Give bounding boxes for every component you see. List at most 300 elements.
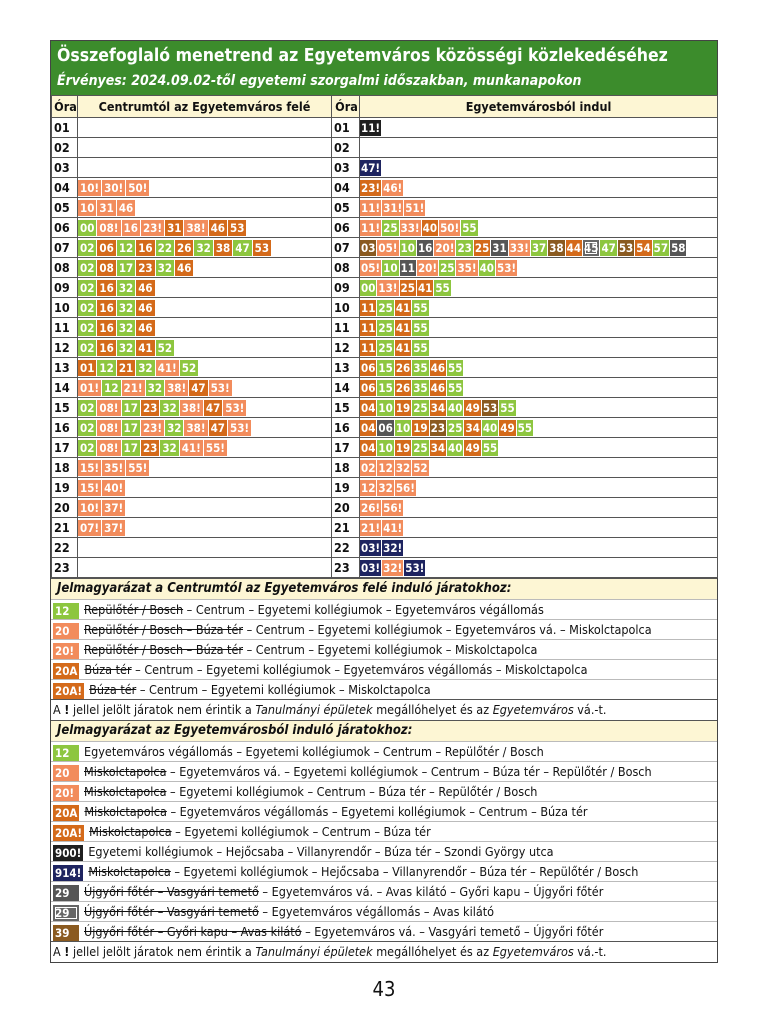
departure-chip: 16: [138, 240, 153, 255]
hour-row: [52, 278, 718, 298]
line-badge: 29: [53, 905, 79, 921]
departure-chip: 10: [378, 400, 393, 415]
inbound-departures: [78, 298, 332, 318]
hour-row: [52, 358, 718, 378]
departure-chip: 00: [80, 220, 95, 235]
hour-label: 08: [52, 258, 78, 278]
line-badge: 20!: [53, 785, 79, 801]
hour-label: 05: [52, 198, 78, 218]
hour-label: 13: [332, 358, 360, 378]
skipped-stops: Miskolctapolca: [84, 784, 167, 799]
departure-chip: 41: [417, 280, 433, 295]
inbound-departures: [78, 418, 332, 438]
departure-chip: 40: [479, 260, 494, 275]
departure-chip: 35!: [457, 260, 477, 275]
departure-chip: 02: [80, 300, 95, 315]
route-stops: – Egyetemváros végállomás – Egyetemi kollégiumok – Centrum – Búza tér: [166, 804, 588, 819]
departure-chip: 21!: [123, 380, 143, 395]
skipped-stops: Miskolctapolca: [88, 864, 171, 879]
departure-chip: 50!: [440, 220, 460, 235]
route-stops: – Centrum – Egyetemi kollégiumok – Egyetemváros vá. – Miskolctapolca: [243, 622, 652, 637]
inbound-departures: [78, 318, 332, 338]
departure-chip: 26!: [361, 500, 381, 515]
departure-chip: 55: [435, 280, 450, 295]
departure-chip: 56!: [383, 500, 403, 515]
departure-chip: 10: [395, 420, 411, 435]
departure-chip: 11: [361, 300, 376, 315]
departure-chip: 34: [430, 400, 446, 415]
hour-row: [52, 458, 718, 478]
departure-chip: 40: [448, 440, 463, 455]
skipped-stops: Újgyőri főtér – Vasgyári temető: [84, 904, 259, 919]
inbound-departures: [78, 238, 332, 258]
departure-chip: 32: [147, 380, 163, 395]
legend-row: [51, 861, 717, 881]
outbound-departures: [360, 398, 718, 418]
departure-chip: 31: [167, 220, 182, 235]
departure-chip: 11: [361, 320, 376, 335]
departure-chip: 35: [413, 360, 428, 375]
outbound-departures: [360, 338, 718, 358]
skipped-stops: Repülőtér / Bosch – Búza tér: [84, 622, 244, 637]
departure-chip: 45: [584, 240, 599, 255]
page-title: Összefoglaló menetrend az Egyetemváros közösségi közlekedéséhez: [57, 46, 668, 66]
departure-chip: 53!: [210, 380, 230, 395]
inbound-departures: [78, 518, 332, 538]
hour-row: [52, 178, 718, 198]
legend-row: [51, 901, 717, 921]
hour-label: 11: [332, 318, 360, 338]
departure-chip: 47: [191, 380, 206, 395]
hour-label: 22: [332, 538, 360, 558]
legend-inbound: [51, 578, 717, 720]
legend-row: [51, 659, 717, 679]
departure-chip: 23: [138, 260, 153, 275]
departure-chip: 32: [167, 420, 182, 435]
departure-chip: 13!: [378, 280, 398, 295]
departure-chip: 03!: [361, 560, 381, 575]
hour-label: 04: [332, 178, 360, 198]
departure-chip: 11!: [361, 200, 381, 215]
departure-chip: 35!: [104, 460, 124, 475]
hour-label: 10: [52, 298, 78, 318]
hour-row: [52, 198, 718, 218]
departure-chip: 01!: [80, 380, 100, 395]
departure-chip: 38!: [186, 420, 206, 435]
hour-label: 22: [52, 538, 78, 558]
route-stops: – Egyetemváros vá. – Egyetemi kollégiumok – Centrum – Búza tér – Repülőtér / Bosch: [166, 764, 652, 779]
departure-chip: 53: [254, 240, 270, 255]
departure-chip: 53!: [405, 560, 425, 575]
note-text: megállóhelyet és az: [372, 944, 493, 959]
departure-chip: 25: [378, 340, 393, 355]
departure-chip: 55: [413, 320, 428, 335]
skipped-stops: Miskolctapolca: [89, 824, 172, 839]
departure-chip: 55: [462, 220, 477, 235]
departure-chip: 32: [118, 300, 134, 315]
departure-chip: 22: [157, 240, 173, 255]
departure-chip: 52: [413, 460, 428, 475]
departure-chip: 08: [99, 260, 114, 275]
departure-chip: 11!: [361, 220, 381, 235]
departure-chip: 55: [448, 380, 463, 395]
legend-row: [51, 679, 717, 699]
departure-chip: 10: [80, 200, 95, 215]
outbound-departures: [360, 318, 718, 338]
hour-label: 16: [332, 418, 360, 438]
departure-chip: 11: [361, 340, 376, 355]
outbound-departures: [360, 458, 718, 478]
hour-row: [52, 238, 718, 258]
hour-label: 14: [52, 378, 78, 398]
departure-chip: 16: [99, 320, 114, 335]
departure-chip: 08!: [99, 400, 119, 415]
hour-row: [52, 158, 718, 178]
hour-label: 10: [332, 298, 360, 318]
departure-chip: 02: [361, 460, 376, 475]
note-text: jellel jelölt járatok nem érintik a: [69, 944, 256, 959]
outbound-departures: [360, 478, 718, 498]
departure-chip: 38!: [167, 380, 187, 395]
hour-label: 23: [52, 558, 78, 578]
departure-chip: 41: [395, 320, 411, 335]
departure-chip: 47: [601, 240, 616, 255]
departure-chip: 21: [118, 360, 134, 375]
outbound-departures: [360, 178, 718, 198]
departure-chip: 25: [378, 320, 393, 335]
inbound-departures: [78, 118, 332, 138]
inbound-departures: [78, 398, 332, 418]
inbound-departures: [78, 278, 332, 298]
outbound-departures: [360, 298, 718, 318]
route-stops: – Egyetemi kollégiumok – Hejőcsaba – Villanyrendőr – Búza tér – Repülőtér / Bosch: [170, 864, 639, 879]
hour-row: [52, 378, 718, 398]
note-text: megállóhelyet és az: [372, 702, 493, 717]
hour-label: 03: [52, 158, 78, 178]
departure-chip: 55: [517, 420, 533, 435]
departure-chip: 16: [99, 300, 114, 315]
outbound-departures: [360, 358, 718, 378]
hour-label: 04: [52, 178, 78, 198]
hour-label: 17: [332, 438, 360, 458]
departure-chip: 16: [123, 220, 138, 235]
hour-label: 20: [52, 498, 78, 518]
legend-outbound-items: [51, 741, 717, 941]
hour-label: 01: [52, 118, 78, 138]
hour-label: 21: [332, 518, 360, 538]
departure-chip: 25: [400, 280, 415, 295]
legend-row: [51, 881, 717, 901]
departure-chip: 10!: [80, 500, 100, 515]
departure-chip: 17: [123, 440, 138, 455]
note-text: vá.-t.: [573, 702, 607, 717]
departure-chip: 11: [400, 260, 415, 275]
departure-chip: 15: [378, 380, 393, 395]
note-mark: !: [64, 944, 70, 959]
hour-label: 09: [52, 278, 78, 298]
legend-row: [51, 821, 717, 841]
departure-chip: 55!: [205, 440, 225, 455]
departure-chip: 46: [430, 360, 446, 375]
outbound-departures: [360, 418, 718, 438]
departure-chip: 55: [500, 400, 515, 415]
departure-chip: 25: [474, 240, 490, 255]
departure-chip: 38: [549, 240, 564, 255]
hour-label: 16: [52, 418, 78, 438]
departure-chip: 02: [80, 420, 95, 435]
outbound-column-header: Egyetemvárosból indul: [360, 96, 718, 118]
inbound-departures: [78, 538, 332, 558]
route-stops: Egyetemi kollégiumok – Hejőcsaba – Villanyrendőr – Búza tér – Szondi György utca: [88, 844, 554, 859]
departure-chip: 03: [361, 240, 376, 255]
hour-label: 05: [332, 198, 360, 218]
inbound-departures: [78, 258, 332, 278]
route-stops: – Egyetemi kollégiumok – Centrum – Búza tér: [171, 824, 431, 839]
hour-label: 12: [332, 338, 360, 358]
inbound-departures: [78, 178, 332, 198]
departure-chip: 46!: [383, 180, 403, 195]
line-badge: 20: [53, 623, 79, 639]
departure-chip: 55: [413, 340, 428, 355]
line-badge: 20: [53, 765, 79, 781]
departure-chip: 05!: [361, 260, 381, 275]
departure-chip: 40: [422, 220, 438, 235]
validity-subtitle: Érvényes: 2024.09.02-től egyetemi szorgalmi időszakban, munkanapokon: [57, 73, 582, 89]
departure-chip: 32: [118, 320, 134, 335]
departure-chip: 16: [417, 240, 433, 255]
line-badge: 12: [53, 603, 79, 619]
departure-chip: 23!: [142, 220, 163, 235]
hour-label: 14: [332, 378, 360, 398]
outbound-departures: [360, 518, 718, 538]
note-text: vá.-t.: [573, 944, 607, 959]
departure-chip: 25: [413, 400, 428, 415]
hour-row: [52, 138, 718, 158]
hour-label: 18: [332, 458, 360, 478]
departure-chip: 52: [181, 360, 197, 375]
hour-label: 06: [52, 218, 78, 238]
departure-chip: 53: [230, 220, 245, 235]
legend-row: [51, 921, 717, 941]
timetable-header-row: [52, 96, 718, 118]
departure-chip: 12: [118, 240, 134, 255]
departure-chip: 35: [413, 380, 428, 395]
departure-chip: 32: [196, 240, 211, 255]
departure-chip: 38: [215, 240, 231, 255]
departure-chip: 34: [430, 440, 446, 455]
hour-label: 11: [52, 318, 78, 338]
legend-row: [51, 741, 717, 761]
departure-chip: 25: [413, 440, 428, 455]
departure-chip: 19: [413, 420, 428, 435]
line-badge: 20A!: [55, 825, 83, 840]
departure-chip: 55: [413, 300, 428, 315]
hour-label: 03: [332, 158, 360, 178]
hour-row: [52, 338, 718, 358]
page-number: 43: [372, 977, 396, 1001]
departure-chip: 26: [395, 360, 411, 375]
route-stops: – Centrum – Egyetemi kollégiumok – Miskolctapolca: [136, 682, 431, 697]
inbound-departures: [78, 438, 332, 458]
legend-row: [51, 841, 717, 861]
departure-chip: 26: [177, 240, 192, 255]
departure-chip: 01: [80, 360, 95, 375]
legend-inbound-items: [51, 599, 717, 699]
departure-chip: 19: [395, 440, 411, 455]
departure-chip: 06: [99, 240, 114, 255]
departure-chip: 41!: [157, 360, 177, 375]
hour-label: 07: [332, 238, 360, 258]
departure-chip: 46: [430, 380, 446, 395]
route-stops: – Centrum – Egyetemi kollégiumok – Egyetemváros végállomás – Miskolctapolca: [131, 662, 588, 677]
departure-chip: 19: [395, 400, 411, 415]
departure-chip: 32!: [383, 540, 403, 555]
departure-chip: 08!: [99, 440, 119, 455]
hour-row: [52, 118, 718, 138]
hour-row: [52, 438, 718, 458]
departure-chip: 46: [138, 320, 153, 335]
departure-chip: 47: [210, 420, 225, 435]
skipped-stops: Miskolctapolca: [84, 764, 167, 779]
departure-chip: 51!: [405, 200, 425, 215]
route-stops: – Egyetemváros vá. – Vasgyári temető – Újgyőri főtér: [301, 924, 604, 939]
skipped-stops: Újgyőri főtér – Győri kapu – Avas kilátó: [84, 924, 302, 939]
route-stops: – Centrum – Egyetemi kollégiumok – Miskolctapolca: [243, 642, 538, 657]
inbound-departures: [78, 478, 332, 498]
departure-chip: 33!: [400, 220, 420, 235]
note-stop: Tanulmányi épületek: [255, 944, 373, 959]
hour-label: 01: [332, 118, 360, 138]
departure-chip: 30!: [104, 180, 124, 195]
departure-chip: 11!: [361, 120, 381, 135]
hour-row: [52, 298, 718, 318]
inbound-departures: [78, 558, 332, 578]
departure-chip: 04: [361, 400, 376, 415]
departure-chip: 46: [118, 200, 134, 215]
departure-chip: 26: [395, 380, 411, 395]
hour-row: [52, 418, 718, 438]
outbound-departures: [360, 498, 718, 518]
departure-chip: 53!: [225, 400, 245, 415]
departure-chip: 07!: [80, 520, 100, 535]
departure-chip: 58: [671, 240, 686, 255]
skipped-stops: Búza tér: [84, 662, 132, 677]
departure-chip: 08!: [99, 420, 119, 435]
departure-chip: 15: [378, 360, 393, 375]
departure-chip: 49: [465, 440, 480, 455]
timetable-header: [51, 41, 717, 95]
hour-row: [52, 518, 718, 538]
note-stop: Tanulmányi épületek: [255, 702, 373, 717]
hour-label: 12: [52, 338, 78, 358]
departure-chip: 02: [80, 400, 95, 415]
hour-row: [52, 498, 718, 518]
departure-chip: 46: [210, 220, 225, 235]
hour-row: [52, 218, 718, 238]
route-stops: – Egyetemi kollégiumok – Centrum – Búza tér – Repülőtér / Bosch: [166, 784, 538, 799]
departure-chip: 38!: [181, 400, 201, 415]
route-stops: – Egyetemváros végállomás – Avas kilátó: [258, 904, 494, 919]
departure-chip: 21!: [361, 520, 381, 535]
departure-chip: 23!: [361, 180, 381, 195]
departure-chip: 04: [361, 440, 376, 455]
departure-chip: 38!: [186, 220, 206, 235]
departure-chip: 37!: [104, 500, 124, 515]
legend-row: [51, 801, 717, 821]
departure-chip: 57: [653, 240, 669, 255]
legend-outbound: [51, 720, 717, 962]
departure-chip: 16: [99, 340, 114, 355]
hour-label: 13: [52, 358, 78, 378]
departure-chip: 52: [157, 340, 173, 355]
hour-label: 15: [52, 398, 78, 418]
departure-chip: 56!: [395, 480, 415, 495]
departure-chip: 49: [465, 400, 480, 415]
departure-chip: 31: [99, 200, 114, 215]
hour-label: 17: [52, 438, 78, 458]
route-stops: – Egyetemváros vá. – Avas kilátó – Győri kapu – Újgyőri főtér: [258, 884, 604, 899]
outbound-departures: [360, 258, 718, 278]
departure-chip: 23: [142, 400, 158, 415]
inbound-departures: [78, 338, 332, 358]
departure-chip: 23: [142, 440, 158, 455]
departure-chip: 46: [138, 280, 153, 295]
departure-chip: 12: [104, 380, 119, 395]
departure-chip: 32: [118, 340, 134, 355]
outbound-departures: [360, 238, 718, 258]
departure-chip: 15!: [80, 460, 100, 475]
departure-chip: 08!: [99, 220, 119, 235]
departure-chip: 12: [378, 460, 393, 475]
departure-chip: 46: [138, 300, 153, 315]
departure-chip: 32: [118, 280, 134, 295]
departure-chip: 10: [400, 240, 415, 255]
departure-chip: 41!: [383, 520, 403, 535]
departure-chip: 32: [395, 460, 411, 475]
departure-chip: 37!: [104, 520, 124, 535]
outbound-departures: [360, 558, 718, 578]
hour-column-header-right: Óra: [332, 96, 360, 118]
departure-chip: 02: [80, 240, 95, 255]
inbound-departures: [78, 358, 332, 378]
departure-chip: 12: [361, 480, 376, 495]
departure-chip: 15!: [80, 480, 100, 495]
departure-chip: 40!: [104, 480, 124, 495]
skipped-stops: Búza tér: [89, 682, 137, 697]
legend-outbound-title: Jelmagyarázat az Egyetemvárosból induló járatokhoz:: [51, 720, 717, 741]
departure-chip: 17: [123, 400, 138, 415]
outbound-departures: [360, 538, 718, 558]
hour-row: [52, 318, 718, 338]
timetable-grid: [51, 95, 718, 578]
inbound-departures: [78, 378, 332, 398]
departure-chip: 53!: [497, 260, 517, 275]
departure-chip: 55: [482, 440, 498, 455]
hour-row: [52, 538, 718, 558]
outbound-departures: [360, 198, 718, 218]
departure-chip: 41!: [181, 440, 201, 455]
departure-chip: 40: [448, 400, 463, 415]
departure-chip: 17: [118, 260, 134, 275]
departure-chip: 20!: [435, 240, 455, 255]
departure-chip: 41: [395, 300, 411, 315]
hour-label: 09: [332, 278, 360, 298]
departure-chip: 32!: [383, 560, 403, 575]
hour-label: 18: [52, 458, 78, 478]
inbound-departures: [78, 218, 332, 238]
departure-chip: 32: [138, 360, 153, 375]
skipped-stops: Repülőtér / Bosch – Búza tér: [84, 642, 244, 657]
